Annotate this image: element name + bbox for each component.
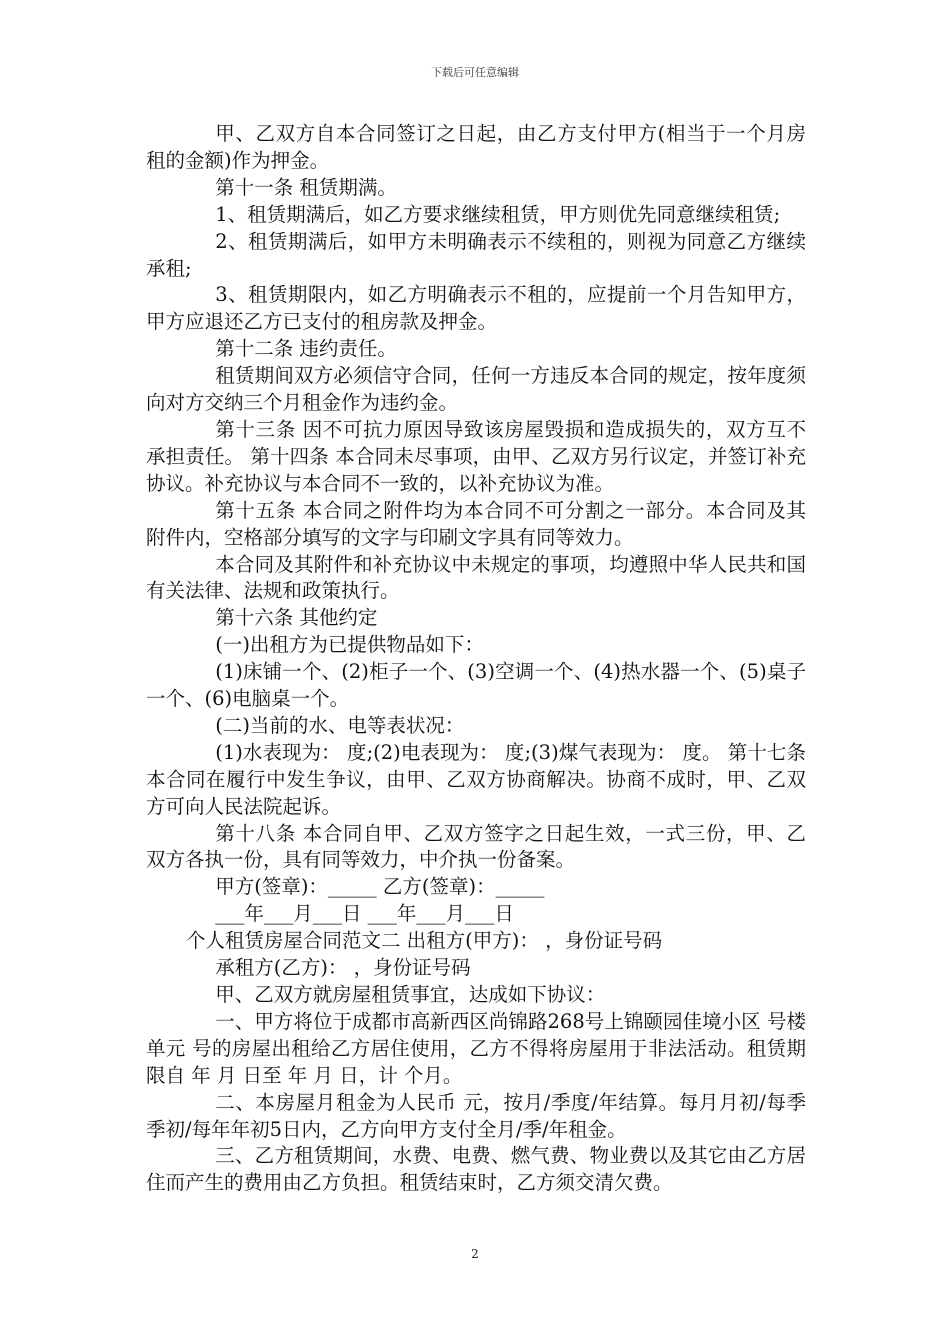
paragraph: 3、租赁期限内，如乙方明确表示不租的，应提前一个月告知甲方，甲方应退还乙方已支付的租房款及押金。 [146, 283, 806, 334]
contract-title-line: 个人租赁房屋合同范文二 出租方(甲方)： ，身份证号码 [185, 929, 663, 953]
paragraph: 二、本房屋月租金为人民币 元，按月/季度/年结算。每月月初/每季季初/每年年初5日内，乙方向甲方支付全月/季/年租金。 [146, 1090, 806, 1141]
paragraph: 第十五条 本合同之附件均为本合同不可分割之一部分。本合同及其附件内，空格部分填写的文字与印刷文字具有同等效力。 [146, 498, 806, 549]
paragraph: 第十一条 租赁期满。 [215, 175, 397, 199]
paragraph: (1)床铺一个、(2)柜子一个、(3)空调一个、(4)热水器一个、(5)桌子一个、(6)电脑桌一个。 [146, 660, 806, 711]
paragraph: 三、乙方租赁期间，水费、电费、燃气费、物业费以及其它由乙方居住而产生的费用由乙方负担。租赁结束时，乙方须交清欠费。 [146, 1144, 806, 1195]
paragraph: 第十八条 本合同自甲、乙双方签字之日起生效，一式三份，甲、乙双方各执一份，具有同等效力，中介执一份备案。 [146, 821, 806, 872]
document-body [146, 121, 806, 1197]
signature-line: 甲方(签章)：_____ 乙方(签章)：_____ [215, 875, 545, 899]
paragraph: 承租方(乙方)： ，身份证号码 [215, 956, 471, 980]
paragraph: 甲、乙双方就房屋租赁事宜，达成如下协议： [215, 983, 606, 1006]
page-number: 2 [471, 1247, 479, 1261]
paragraph: 本合同及其附件和补充协议中未规定的事项，均遵照中华人民共和国有关法律、法规和政策执行。 [146, 552, 806, 603]
paragraph: 第十二条 违约责任。 [215, 337, 397, 361]
paragraph: 甲、乙双方自本合同签订之日起，由乙方支付甲方(相当于一个月房租的金额)作为押金。 [146, 122, 806, 172]
paragraph: 租赁期间双方必须信守合同，任何一方违反本合同的规定，按年度须向对方交纳三个月租金作为违约金。 [146, 364, 806, 415]
paragraph: 第十六条 其他约定 [215, 606, 378, 630]
paragraph: (一)出租方为已提供物品如下： [215, 633, 484, 657]
date-line: ___年___月___日 ___年___月___日 [215, 902, 514, 926]
paragraph: 2、租赁期满后，如甲方未明确表示不续租的，则视为同意乙方继续承租; [146, 229, 806, 280]
paragraph: (1)水表现为： 度;(2)电表现为： 度;(3)煤气表现为： 度。 第十七条 本合同在履行中发生争议，由甲、乙双方协商解决。协商不成时，甲、乙双方可向人民法院起诉。 [146, 740, 806, 818]
paragraph: (二)当前的水、电等表状况： [215, 713, 465, 737]
paragraph: 1、租赁期满后，如乙方要求继续租赁，甲方则优先同意继续租赁; [215, 202, 781, 226]
page-header: 下载后可任意编辑 [431, 66, 519, 79]
paragraph: 一、甲方将位于成都市高新西区尚锦路268号上锦颐园佳境小区 号楼 单元 号的房屋出租给乙方居住使用，乙方不得将房屋用于非法活动。租赁期限自 年 月 日至 年 月 日，计 个月。 [146, 1009, 806, 1087]
paragraph: 第十三条 因不可抗力原因导致该房屋毁损和造成损失的，双方互不承担责任。 第十四条 本合同未尽事项，由甲、乙双方另行议定，并签订补充协议。补充协议与本合同不一致的，以补充协议为准。 [146, 417, 806, 495]
